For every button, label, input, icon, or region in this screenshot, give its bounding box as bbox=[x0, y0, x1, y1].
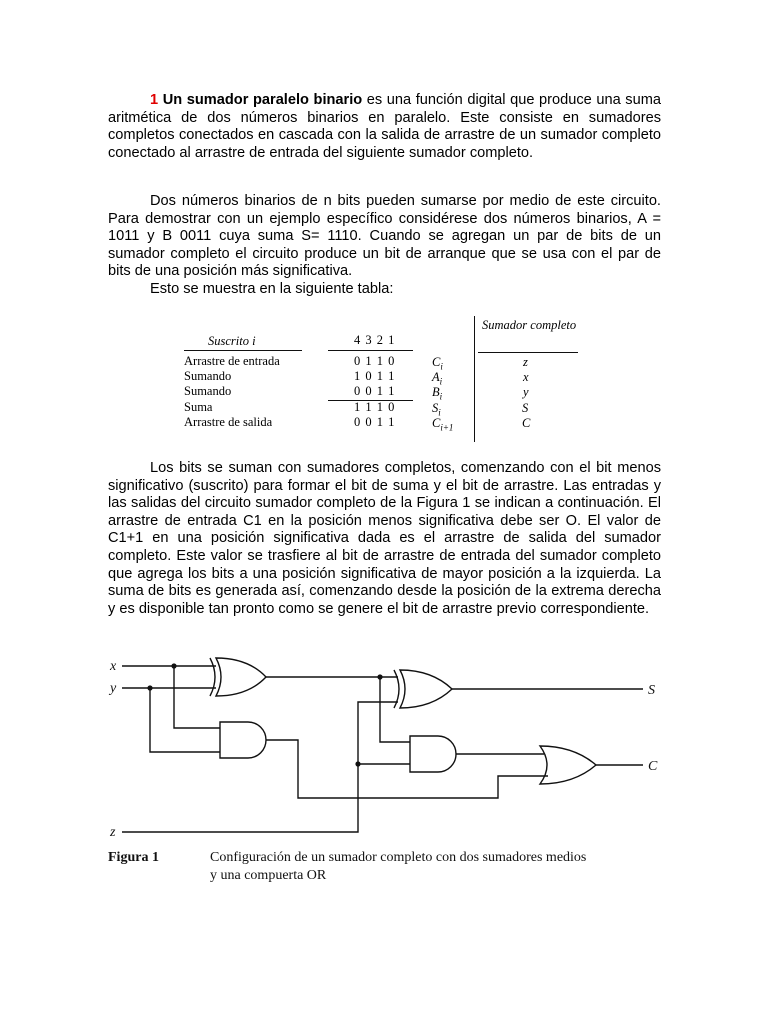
and2-gate bbox=[410, 736, 456, 772]
table-header-full-adder: Sumador completo bbox=[482, 318, 577, 332]
table-row-label: Arrastre de entrada bbox=[184, 354, 280, 368]
wire-z bbox=[122, 702, 398, 832]
label-s: S bbox=[648, 683, 655, 698]
label-z: z bbox=[110, 825, 116, 840]
paragraph-explanation: Los bits se suman con sumadores completos, comenzando con el bit menos significativo (suscrito) para formar el bit de suma y el bit de arrastre. Las entradas y las salidas del circuito sumador completo de la Figura 1 se indican a continuación. El arrastre de entrada C1 en la posición menos significativa debe ser O. El valor de C1+1 en una posición significativa dada es el arrastre de salida del sumador completo. Este valor se trasfiere al bit de arrastre de entrada del sumador completo que agrega los bits a una posición significativa de mayor posición a la izquierda. La suma de bits es generada así, comenzando desde la posición de la extrema derecha y es disponible tan pronto como se genere el bit de arrastre previo correspondiente. bbox=[108, 460, 661, 617]
table-rule-fa bbox=[478, 352, 578, 353]
table-row-label: Sumando bbox=[184, 384, 232, 398]
table-row-bits: 0 1 1 0 bbox=[354, 354, 396, 368]
table-row-symbol: $A_i$ bbox=[432, 370, 443, 387]
xor1-back-curve bbox=[210, 658, 215, 696]
figure-caption-line1: Configuración de un sumador completo con dos sumadores medios bbox=[210, 850, 587, 865]
table-row-bits: 1 0 1 1 bbox=[354, 369, 396, 383]
intro-text: es una función digital que produce una suma aritmética de dos números binarios en paralelo. Este consiste en sumadores completos conectados en cascada con la salida de arrastre de un sumador completo conectado al arrastre de entrada del siguiente sumador completo. bbox=[108, 92, 661, 161]
table-header-bits: 4 3 2 1 bbox=[354, 333, 396, 347]
or-gate bbox=[540, 746, 596, 784]
table-row-fa: y bbox=[523, 385, 529, 399]
paragraph-intro bbox=[108, 92, 661, 162]
table-row-fa: C bbox=[522, 416, 531, 430]
table-row-bits: 0 0 1 1 bbox=[354, 384, 396, 398]
wire-x-to-and1 bbox=[174, 666, 220, 728]
table-row-fa: S bbox=[522, 401, 529, 415]
table-row-fa: x bbox=[523, 370, 529, 384]
paragraph-binary-numbers: Dos números binarios de n bits pueden sumarse por medio de este circuito. Para demostrar con un ejemplo específico considérese dos números binarios, A = 1011 y B 0011 cuya suma S= 1110. Cuando se agregan un par de bits de un sumador completo el circuito produce un bit de arranque que se usa con el par de bits de una posición más significativa. bbox=[108, 193, 661, 280]
section-number: 1 bbox=[150, 92, 159, 108]
table-divider-vertical bbox=[474, 316, 475, 442]
and1-gate bbox=[220, 722, 266, 758]
table-row-fa: z bbox=[523, 355, 528, 369]
figure-caption-label: Figura 1 bbox=[108, 850, 159, 865]
label-x: x bbox=[110, 659, 117, 674]
table-rule-bits bbox=[328, 350, 413, 351]
table-row-label: Arrastre de salida bbox=[184, 415, 273, 429]
table-header-subscript: Suscrito i bbox=[208, 334, 256, 348]
table-row-bits: 1 1 1 0 bbox=[354, 400, 396, 414]
xor1-gate bbox=[216, 658, 266, 696]
table-row-label: Suma bbox=[184, 400, 213, 414]
wire-y-to-and1 bbox=[150, 688, 220, 752]
table-row-symbol: $C_i$ bbox=[432, 355, 443, 372]
wire-and1-out bbox=[266, 740, 548, 798]
table-row-symbol: $S_i$ bbox=[432, 401, 441, 418]
full-adder-circuit-diagram bbox=[108, 652, 668, 840]
table-row-bits: 0 0 1 1 bbox=[354, 415, 396, 429]
label-y: y bbox=[110, 681, 117, 696]
addition-table bbox=[178, 312, 586, 442]
xor2-gate bbox=[400, 670, 452, 708]
table-rule-subscript bbox=[184, 350, 302, 351]
intro-bold-title: Un sumador paralelo binario bbox=[162, 92, 363, 108]
table-row-symbol: $B_i$ bbox=[432, 385, 443, 402]
figure-caption-line2: y una compuerta OR bbox=[210, 868, 327, 883]
label-c: C bbox=[648, 759, 658, 774]
table-row-symbol: $C_{i+1}$ bbox=[432, 416, 454, 433]
table-row-label: Sumando bbox=[184, 369, 232, 383]
paragraph-table-intro: Esto se muestra en la siguiente tabla: bbox=[150, 281, 394, 297]
